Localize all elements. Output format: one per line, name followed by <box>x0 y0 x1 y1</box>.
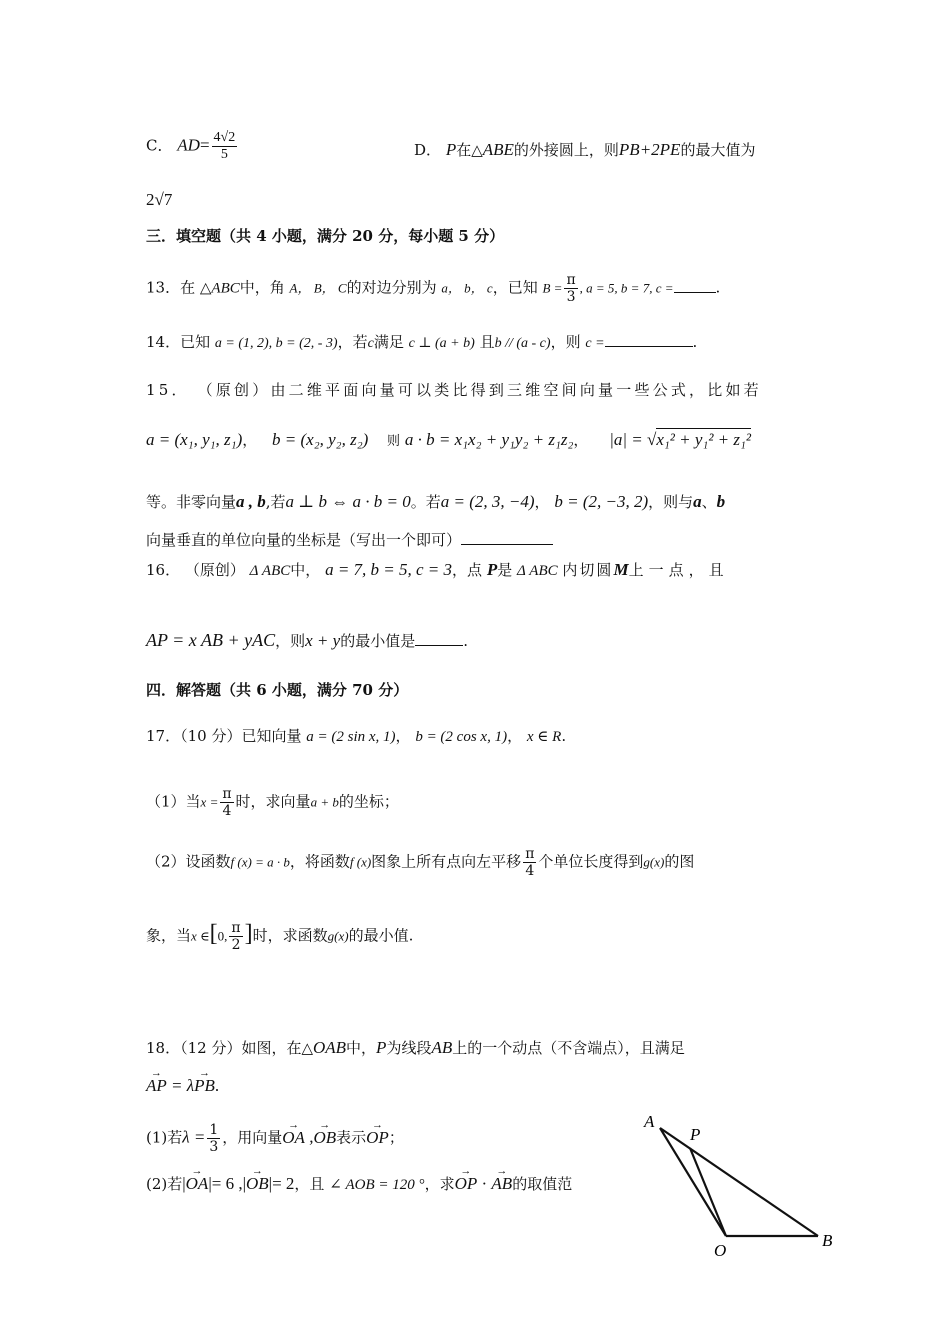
question-14 <box>146 332 697 354</box>
ad-symbol: AD <box>177 135 200 155</box>
fraction-pi-4 <box>220 786 233 819</box>
x-eq: x = <box>200 794 219 810</box>
text: （1）当 <box>146 792 201 811</box>
option-c-label: C． <box>146 136 173 155</box>
numerator: π <box>222 786 232 802</box>
text: 的最大值为 <box>680 141 756 159</box>
q12-option-c <box>146 130 239 163</box>
vector-op: → OP <box>455 1174 478 1194</box>
triangle-abc: △ABC <box>199 280 240 297</box>
text: 。若 <box>410 493 441 511</box>
q12-option-d <box>414 140 755 160</box>
fraction-4sqrt2-5 <box>212 130 238 163</box>
text: ，点 <box>452 561 483 579</box>
numerator: 1 <box>209 1122 219 1138</box>
point-p: P <box>486 560 498 579</box>
vectors-a-b: a , b <box>236 492 266 511</box>
text: 上一点，且 <box>628 561 729 579</box>
text: （2）设函数 <box>146 852 231 871</box>
vector-op: → OP <box>366 1128 389 1148</box>
question-13 <box>146 272 720 305</box>
vector-pb: → PB <box>194 1076 215 1096</box>
answer-blank[interactable] <box>461 544 553 545</box>
circle-m: M <box>613 560 629 579</box>
question-18-part2: (2)若|→ OA|= 6 ,|→ OB|= 2，且 ∠ AOB = 120 °，求→ OP · → AB的取值范 <box>146 1174 572 1195</box>
vector-ap: → AP <box>146 1076 167 1096</box>
q18-num: 18．（12 分）如图，在△ <box>146 1039 313 1057</box>
option-d-label: D． <box>414 141 442 159</box>
text: (2)若 <box>146 1175 183 1193</box>
fraction-pi-3 <box>564 272 577 305</box>
b-value: b = (2, −3, 2) <box>554 492 649 511</box>
triangle-abc: Δ ABC <box>249 563 291 579</box>
perp-condition: a ⊥ b ⇔ a · b = 0 <box>285 492 411 511</box>
point-p: P <box>445 140 457 159</box>
vector-oa: → OA <box>186 1174 209 1194</box>
text: 在△ <box>456 141 483 159</box>
text: 的取值范 <box>512 1175 573 1193</box>
text: 上的一个动点（不含端点），且满足 <box>452 1039 685 1057</box>
denominator: 4 <box>222 803 232 819</box>
period: . <box>561 727 567 745</box>
denominator: 3 <box>209 1139 219 1155</box>
numerator: π <box>525 846 535 862</box>
q13-num: 13．在 <box>146 278 196 297</box>
vector-b: b <box>716 492 726 511</box>
text: ，已知 <box>492 278 538 297</box>
segment-ab: AB <box>431 1038 453 1057</box>
comma: ， <box>534 493 550 511</box>
text: 的图 <box>664 852 695 871</box>
vector-ab: → AB <box>491 1174 512 1194</box>
section-3-title: 三．填空题（共 4 小题，满分 20 分，每小题 5 分） <box>146 227 505 245</box>
label-o: O <box>714 1241 727 1260</box>
a-value: a = (2, 3, −4) <box>440 492 535 511</box>
numerator: π <box>231 920 241 936</box>
edge-ab <box>660 1128 818 1236</box>
fx-def: f (x) = a · b <box>230 854 290 870</box>
b-def: b = (x₂, y₂, z₂) <box>272 430 369 449</box>
condition-1: c ⊥ (a + b) <box>408 336 475 351</box>
vector-a: a <box>693 492 702 511</box>
label-a: A <box>644 1112 655 1131</box>
text: ，则与 <box>648 493 694 511</box>
value-6: = 6 , <box>211 1174 243 1193</box>
text: ； <box>388 1128 404 1147</box>
period: . <box>214 1076 220 1095</box>
text: ，将函数 <box>289 852 350 871</box>
comma: , <box>304 1127 314 1147</box>
period: . <box>463 632 468 650</box>
text: 等。非零向量 <box>146 493 237 511</box>
triangle-abe: ABE <box>482 140 514 159</box>
question-18 <box>146 1038 685 1058</box>
question-17-part1 <box>146 786 399 819</box>
text: 且 <box>479 333 495 351</box>
q17-num: 17．（10 分）已知向量 <box>146 727 302 745</box>
text: 的最小值. <box>348 926 414 945</box>
section-4-title: 四．解答题（共 6 小题，满分 70 分） <box>146 681 409 699</box>
text: 时，求函数 <box>252 926 328 945</box>
comma: ， <box>242 431 258 449</box>
numerator: π <box>566 272 576 288</box>
text-then: 则 <box>387 434 401 449</box>
triangle-abc: Δ ABC <box>517 563 558 579</box>
text: 个单位长度得到 <box>538 852 644 871</box>
text: 图象上所有点向左平移 <box>371 852 522 871</box>
text: 象，当 <box>146 926 192 945</box>
text: ，则 <box>550 333 581 351</box>
answer-blank[interactable] <box>415 645 463 646</box>
vector-equation: AP = x AB + yAC <box>146 630 276 650</box>
q12-d-tail: 2√7 <box>146 190 173 209</box>
a-plus-b: a + b <box>310 794 339 810</box>
text: 是 <box>497 561 513 579</box>
period: . <box>692 333 698 351</box>
question-16-line2 <box>146 630 468 651</box>
gx: g(x) <box>643 854 665 870</box>
label-b: B <box>822 1231 833 1250</box>
lambda-eq: λ = <box>182 1127 206 1147</box>
answer-blank[interactable] <box>605 346 693 347</box>
question-16-line1 <box>146 560 729 581</box>
dot: · <box>477 1174 492 1193</box>
sides: a， b， c <box>441 280 493 296</box>
eq-lambda: = λ <box>166 1076 195 1095</box>
comma: ， <box>507 727 523 745</box>
gx: g(x) <box>327 928 349 944</box>
vector-ob: → OB <box>313 1128 336 1148</box>
question-15-line4 <box>146 530 553 550</box>
question-18-condition <box>146 1076 219 1096</box>
norm-radicand: x₁² + y₁² + z₁² <box>656 430 752 449</box>
fraction-pi-2 <box>229 920 242 953</box>
norm: |a| = √ <box>609 430 657 449</box>
comma: ， <box>573 431 589 449</box>
text: 的对边分别为 <box>346 278 437 297</box>
sides: a = 7, b = 5, c = 3 <box>325 560 453 579</box>
vectors-ab: a = (1, 2), b = (2, - 3) <box>214 336 338 351</box>
text: 时，求向量 <box>235 792 311 811</box>
q16-num: 16． （原创） <box>146 561 245 579</box>
vector-oa: → OA <box>282 1128 305 1148</box>
label-p: P <box>690 1125 701 1144</box>
answer-blank[interactable] <box>674 292 716 293</box>
text: 中，角 <box>239 278 285 297</box>
text: 的坐标； <box>338 792 399 811</box>
fraction-pi-4 <box>523 846 536 879</box>
text: 中， <box>290 561 321 579</box>
q14-num: 14．已知 <box>146 333 211 351</box>
answer-c: c = <box>585 336 605 351</box>
angle-aob: ∠ AOB = 120 ° <box>329 1177 425 1193</box>
eq-sign: = <box>199 135 210 155</box>
fx: f (x) <box>349 854 372 870</box>
numerator: 4√2 <box>213 130 236 145</box>
text: 表示 <box>336 1128 367 1147</box>
question-15-line2 <box>146 430 751 452</box>
vector-ob: → OB <box>246 1174 269 1194</box>
text: 满足 <box>373 333 404 351</box>
text: ，若 <box>337 333 368 351</box>
separator: 、 <box>701 493 717 511</box>
expr-pb-2pe: PB+2PE <box>618 140 681 159</box>
text: ，求 <box>424 1175 455 1193</box>
question-15-line3 <box>146 492 725 512</box>
text: 的外接圆上，则 <box>513 141 619 159</box>
denominator: 4 <box>525 863 535 879</box>
x-in-r: x ∈ R <box>526 729 562 745</box>
x-plus-y: x + y <box>305 631 341 650</box>
text: 向量垂直的单位向量的坐标是（写出一个即可） <box>146 531 462 549</box>
vector-b: b = (2 cos x, 1) <box>415 729 508 745</box>
dot-product: a · b = x₁x₂ + y₁y₂ + z₁z₂ <box>404 430 574 449</box>
question-17-part2-cont: 象，当x ∈[0, $\frac{\pi}{2}$ ]时，求函数g(x)的最小值. <box>146 920 414 953</box>
comma: ， <box>395 727 411 745</box>
period: . <box>715 278 721 297</box>
text: ，用向量 <box>222 1128 283 1147</box>
denominator: 2 <box>231 937 241 953</box>
denominator: 3 <box>566 289 576 305</box>
edge-ao <box>660 1128 726 1236</box>
question-15-line1: 15． （原创）由二维平面向量可以类比得到三维空间向量一些公式，比如若 <box>146 381 762 399</box>
conditions: , a = 5, b = 7, c = <box>579 280 674 296</box>
text: 的最小值是 <box>340 632 416 650</box>
vector-a: a = (2 sin x, 1) <box>306 729 396 745</box>
b-eq: B = <box>542 280 563 296</box>
text: 为线段 <box>386 1039 432 1057</box>
text: ,若 <box>265 493 286 511</box>
text: ，则 <box>275 632 306 650</box>
question-18-part1 <box>146 1122 404 1155</box>
fraction-1-3 <box>207 1122 220 1155</box>
x-in: x ∈ <box>191 928 210 944</box>
text: ，且 <box>294 1175 325 1193</box>
interval-start: 0, <box>217 928 228 944</box>
value-2: = 2 <box>272 1174 295 1193</box>
point-p: P <box>376 1038 387 1057</box>
question-17-part2 <box>146 846 694 879</box>
question-17 <box>146 726 566 747</box>
text: (1)若 <box>146 1128 183 1147</box>
text: 内切圆 <box>562 561 614 579</box>
condition-2: b // (a - c) <box>494 336 551 351</box>
text: 中， <box>346 1039 377 1057</box>
vector-c: c <box>367 336 374 351</box>
angles: A， B， C <box>289 280 347 296</box>
triangle-oab: OAB <box>312 1038 347 1057</box>
triangle-figure <box>630 1100 850 1270</box>
denominator: 5 <box>220 147 228 162</box>
a-def: a = (x₁, y₁, z₁) <box>146 430 243 449</box>
